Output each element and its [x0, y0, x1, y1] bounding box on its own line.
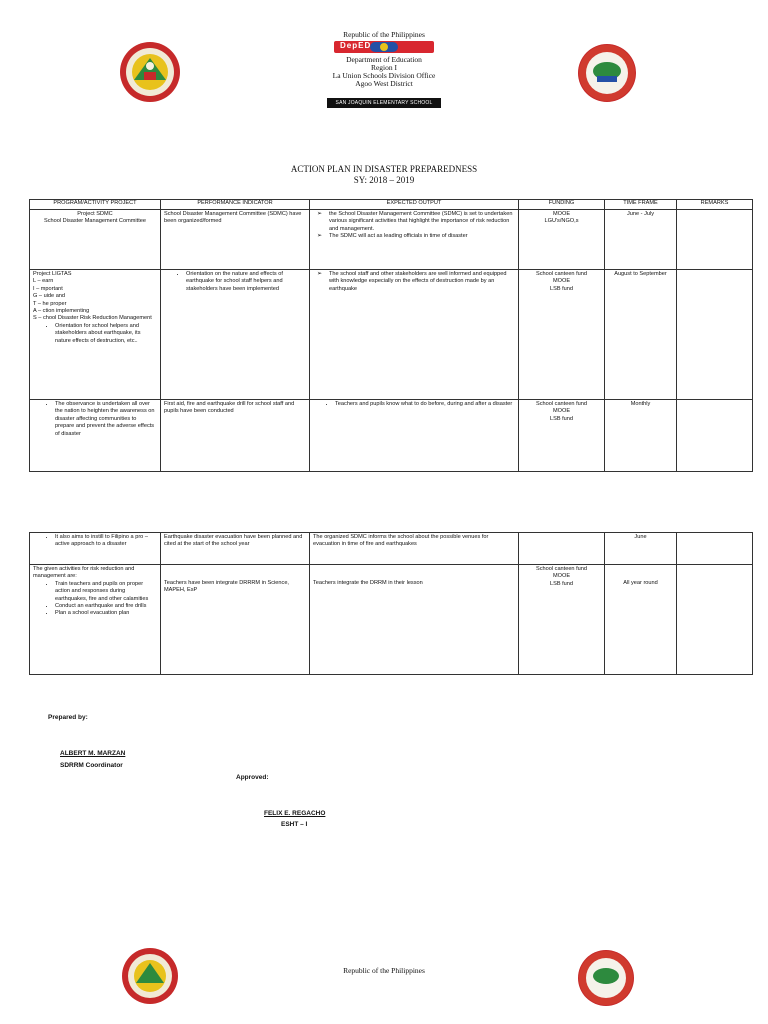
indicator-cell	[161, 565, 310, 675]
remarks-cell	[677, 210, 753, 270]
table-row	[30, 270, 753, 400]
funding-source: LGU's/NGO,s	[544, 218, 579, 225]
acronym-line: I – mportant	[33, 285, 63, 292]
approver-title: ESHT – I	[281, 821, 308, 828]
program-bullet: • Orientation for school helpers and stakeholders about earthquake, its nature effects of destruction, etc..	[55, 323, 157, 345]
funding-cell	[519, 533, 605, 565]
approved-label: Approved:	[236, 774, 269, 781]
header-district: Agoo West District	[355, 79, 413, 88]
output-cell	[310, 270, 519, 400]
deped-logo	[334, 40, 434, 52]
indicator-text: Teachers have been integrate DRRRM in Science, MAPEH, EsP	[164, 580, 289, 594]
program-title: Project SDMC	[77, 211, 113, 217]
output-text: Teachers integrate the DRRM in their lesson	[313, 580, 423, 586]
program-title: Project LIGTAS	[33, 271, 72, 277]
right-school-seal	[578, 44, 636, 102]
time-frame-cell: June - July	[605, 210, 677, 270]
program-bullet: • Train teachers and pupils on proper action and responses during earthquakes, fire and other calamities	[55, 581, 157, 603]
table-row	[30, 565, 753, 675]
header-department: Department of Education	[346, 55, 422, 64]
output-item: • Teachers and pupils know what to do before, during and after a disaster	[335, 401, 515, 408]
plan-title: ACTION PLAN IN DISASTER PREPAREDNESS	[290, 164, 478, 174]
column-header: PERFORMANCE INDICATOR	[161, 200, 310, 210]
funding-cell	[519, 270, 605, 400]
acronym-line: T – he proper	[33, 300, 67, 307]
preparer-name: ALBERT M. MARZAN	[60, 750, 126, 757]
plan-school-year: SY: 2018 – 2019	[353, 175, 415, 185]
funding-source: LSB fund	[549, 415, 573, 422]
funding-source: LSB fund	[549, 580, 573, 587]
acronym-line: S – chool Disaster Risk Reduction Management	[33, 315, 152, 322]
header-republic: Republic of the Philippines	[343, 30, 425, 39]
column-header: PROGRAM/ACTIVITY PROJECT	[30, 200, 161, 210]
indicator-cell: Earthquake disaster evacuation have been planned and cited at the start of the school year	[161, 533, 310, 565]
table-row	[30, 210, 753, 270]
prepared-by-label: Prepared by:	[48, 714, 88, 721]
program-cell	[30, 400, 161, 472]
preparer-title: SDRRM Coordinator	[60, 762, 123, 769]
indicator-cell: School Disaster Management Committee (SDMC) have been organized/formed	[161, 210, 310, 270]
column-header: EXPECTED OUTPUT	[310, 200, 519, 210]
funding-source: MOOE	[552, 278, 571, 285]
indicator-cell	[161, 270, 310, 400]
time-frame-cell: August to September	[605, 270, 677, 400]
output-cell	[310, 565, 519, 675]
output-cell	[310, 210, 519, 270]
header-region: Region I	[370, 63, 398, 72]
time-frame-cell: Monthly	[605, 400, 677, 472]
output-item: ➢ the School Disaster Management Committee (SDMC) is set to undertaken various significant activities that highlight the importance of risk reduction and management.	[329, 211, 515, 233]
funding-source: MOOE	[552, 211, 571, 217]
seal-graphic-icon	[122, 948, 178, 1004]
time-frame-text: All year round	[623, 580, 658, 586]
program-cell	[30, 210, 161, 270]
program-cell	[30, 565, 161, 675]
time-frame-cell	[605, 565, 677, 675]
funding-source: School canteen fund	[535, 271, 587, 277]
funding-source: LSB fund	[549, 285, 573, 292]
output-cell: The organized SDMC informs the school about the possible venues for evacuation in time of fire and earthquakes	[310, 533, 519, 565]
program-bullet: • The observance is undertaken all over the nation to heighten the awareness on disaster affecting communities to prepare and prevent the adverse effects of disaster	[55, 401, 157, 438]
table-header-row	[30, 200, 753, 210]
footer-right-seal	[578, 950, 634, 1006]
action-plan-table-continued	[29, 532, 753, 675]
program-subtitle: School Disaster Management Committee	[44, 218, 146, 225]
indicator-bullet: • Orientation on the nature and effects of earthquake for school staff helpers and stakeholders have been implemented	[186, 271, 306, 293]
remarks-cell	[677, 565, 753, 675]
footer-republic: Republic of the Philippines	[343, 966, 425, 975]
table-row	[30, 533, 753, 565]
program-intro: The given activities for risk reduction and management are:	[33, 566, 135, 580]
time-frame-cell: June	[605, 533, 677, 565]
column-header: TIME FRAME	[605, 200, 677, 210]
program-bullet: • It also aims to instill to Filipino a pro – active approach to a disaster	[55, 534, 157, 549]
acronym-line: L – earn	[33, 278, 54, 285]
program-cell	[30, 270, 161, 400]
column-header: FUNDING	[519, 200, 605, 210]
seal-graphic-icon	[578, 950, 634, 1006]
table-row	[30, 400, 753, 472]
footer-left-seal	[122, 948, 178, 1004]
indicator-cell: First aid, fire and earthquake drill for school staff and pupils have been conducted	[161, 400, 310, 472]
program-bullet: • Plan a school evacuation plan	[55, 610, 157, 617]
acronym-line: G – uide and	[33, 293, 66, 300]
funding-source: MOOE	[552, 408, 571, 415]
action-plan-table	[29, 199, 753, 472]
remarks-cell	[677, 400, 753, 472]
deped-logo-text: DepED	[340, 41, 372, 50]
funding-cell	[519, 565, 605, 675]
funding-source: School canteen fund	[535, 401, 587, 407]
acronym-line: A – ction implementing	[33, 308, 90, 315]
school-name-banner: SAN JOAQUIN ELEMENTARY SCHOOL	[327, 98, 441, 108]
column-header: REMARKS	[677, 200, 753, 210]
output-item: ➢ The school staff and other stakeholders are well informed and equipped with knowledge especially on the effects of destruction made by an earthquake	[329, 271, 515, 293]
funding-cell	[519, 400, 605, 472]
program-cell	[30, 533, 161, 565]
output-item: ➢ The SDMC will act as leading officials in time of disaster	[329, 233, 515, 240]
output-cell	[310, 400, 519, 472]
funding-cell	[519, 210, 605, 270]
program-bullet: • Conduct an earthquake and fire drills	[55, 603, 157, 610]
seal-graphic-icon	[578, 44, 636, 102]
approver-name: FELIX E. REGACHO	[264, 810, 326, 817]
funding-source: School canteen fund	[535, 566, 587, 572]
funding-source: MOOE	[552, 573, 571, 580]
remarks-cell	[677, 270, 753, 400]
header-division: La Union Schools Division Office	[332, 71, 436, 80]
remarks-cell	[677, 533, 753, 565]
